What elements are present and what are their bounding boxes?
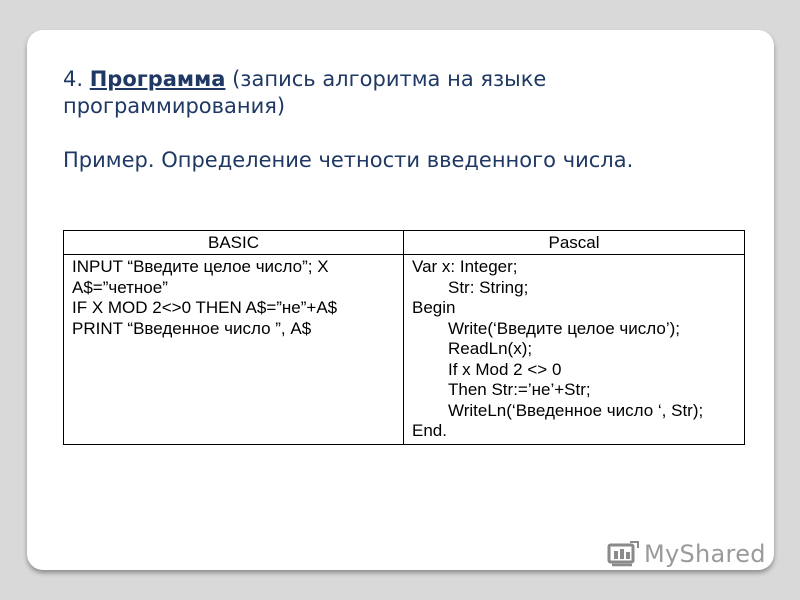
pascal-line: Begin (412, 298, 456, 317)
pascal-line: ReadLn(x); (448, 339, 533, 358)
basic-header: BASIC (64, 231, 404, 255)
code-comparison-table (63, 230, 745, 445)
pascal-line: Then Str:=’не’+Str; (448, 380, 591, 399)
program-link[interactable]: Программа (89, 67, 226, 91)
pascal-line: Var x: Integer; (412, 257, 518, 276)
pascal-line: Str: String; (448, 277, 529, 297)
pascal-line: If x Mod 2 <> 0 (448, 359, 562, 379)
myshared-logo[interactable] (606, 538, 766, 570)
heading-description: (запись алгоритма на языке программирования) (63, 67, 547, 118)
table-code-row (64, 255, 745, 445)
logo-text: MyShared (644, 540, 766, 568)
table-header-row (64, 231, 745, 255)
pascal-line: End. (412, 421, 447, 440)
heading-number: 4. (63, 67, 90, 91)
pascal-line: Write(‘Введите целое число’); (448, 318, 680, 338)
example-text: Пример. Определение четности введенного числа. (63, 148, 634, 172)
basic-line: INPUT “Введите целое число”; X (72, 257, 329, 276)
basic-line: A$=”четное” (72, 277, 168, 297)
pascal-line: WriteLn(‘Введенное число ‘, Str); (448, 400, 704, 420)
pascal-code-cell (404, 255, 745, 445)
basic-line: IF X MOD 2<>0 THEN A$=”не”+A$ (72, 298, 338, 317)
myshared-logo-icon (606, 539, 640, 569)
pascal-header: Pascal (404, 231, 745, 255)
slide-heading (63, 66, 703, 120)
basic-code-cell (64, 255, 404, 445)
basic-line: PRINT “Введенное число ”, A$ (72, 318, 312, 338)
